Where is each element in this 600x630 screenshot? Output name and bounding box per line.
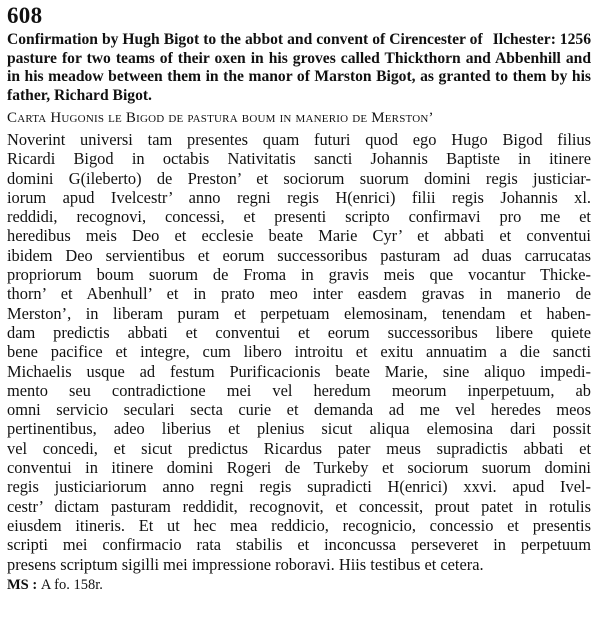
text-line: bene pacifice et integre, cum libero introitu et exitu annuatim a die sancti — [7, 342, 591, 362]
text-line: eiusdem itineris. Et ut hec mea reddicio, recognicio, concessio et presentis — [7, 515, 591, 535]
text-line: cestr’ dictam pasturam reddidit, recognovit, et concessit, prout patet in rotulis — [7, 496, 591, 516]
summary-text: Confirmation by Hugh Bigot to the abbot and convent of Cirencester of pasture for two teams of their oxen in his groves called Thickthorn and Abbenhill and in his meadow between them in the manor of Marston Bigot, as granted to them by his father, Richard Bigot. — [7, 31, 591, 104]
document-number: 608 — [7, 3, 43, 28]
text-line: propriorum boum suorum de Froma in gravis meis que vocantur Thicke- — [7, 265, 591, 285]
document-page — [7, 2, 591, 594]
place-date: Ilchester: 1256 — [492, 31, 591, 48]
source-label: MS : — [7, 576, 38, 593]
text-line: domini G(ileberto) de Preston’ et sociorum suorum domini regis justiciar- — [7, 168, 591, 188]
text-line: presens scriptum sigilli mei impressione roboravi. Hiis testibus et cetera. — [7, 554, 484, 574]
text-line: mento seu contradictione mei vel heredum meorum inperpetuum, ab — [7, 380, 591, 400]
text-line: Merston’, in liberam puram et perpetuam elemosinam, tenendam et haben- — [7, 303, 591, 323]
text-line: vel concedi, et sicut predictus Ricardus pater meus supradictis abbati et — [7, 438, 591, 458]
text-line: reddidi, recognovi, concessi, et presenti scripto confirmavi pro me et — [7, 207, 591, 227]
charter-heading: Carta Hugonis le Bigod de pastura boum in manerio de Merston’ — [7, 110, 434, 126]
text-line: pertinentibus, adeo liberius et plenius sicut aliqua elemosina dari possit — [7, 419, 591, 439]
text-line: scripti mei confirmacio rata stabilis et inconcussa perseveret in perpetuum — [7, 535, 591, 555]
text-line: regis justiciariorum anno regni regis supradicti H(enrici) xxvi. apud Ivel- — [7, 477, 591, 497]
text-line: Michaelis usque ad festum Purificacionis beate Marie, sine aliquo impedi- — [7, 361, 591, 381]
text-line: Ricardi Bigod in octabis Nativitatis sancti Johannis Baptiste in itinere — [7, 149, 591, 169]
text-line: omni servicio seculari secta curie et demanda ad me vel heredes meos — [7, 400, 591, 420]
document-summary — [7, 31, 591, 105]
text-line: thorn’ et Abenhull’ et in prato meo inter easdem gravas in manerio de — [7, 284, 591, 304]
text-line: conventui in itinere domini Rogeri de Turkeby et sociorum suorum domini — [7, 458, 591, 478]
text-line: heredibus meis Deo et ecclesie beate Marie Cyr’ et abbati et conventui — [7, 226, 591, 246]
text-line: Noverint universi tam presentes quam futuri quod ego Hugo Bigod filius — [7, 130, 591, 149]
source-reference: A fo. 158r. — [40, 576, 103, 593]
manuscript-source — [7, 576, 591, 594]
text-line: iorum apud Ivelcestr’ anno regni regis H(enrici) filii regis Johannis xl. — [7, 187, 591, 207]
charter-text — [7, 130, 591, 574]
text-line: dam predictis abbati et conventui et eorum successoribus libere quiete — [7, 322, 591, 342]
text-line: ibidem Deo servientibus et eorum successoribus pasturam ad duas carrucatas — [7, 245, 591, 265]
